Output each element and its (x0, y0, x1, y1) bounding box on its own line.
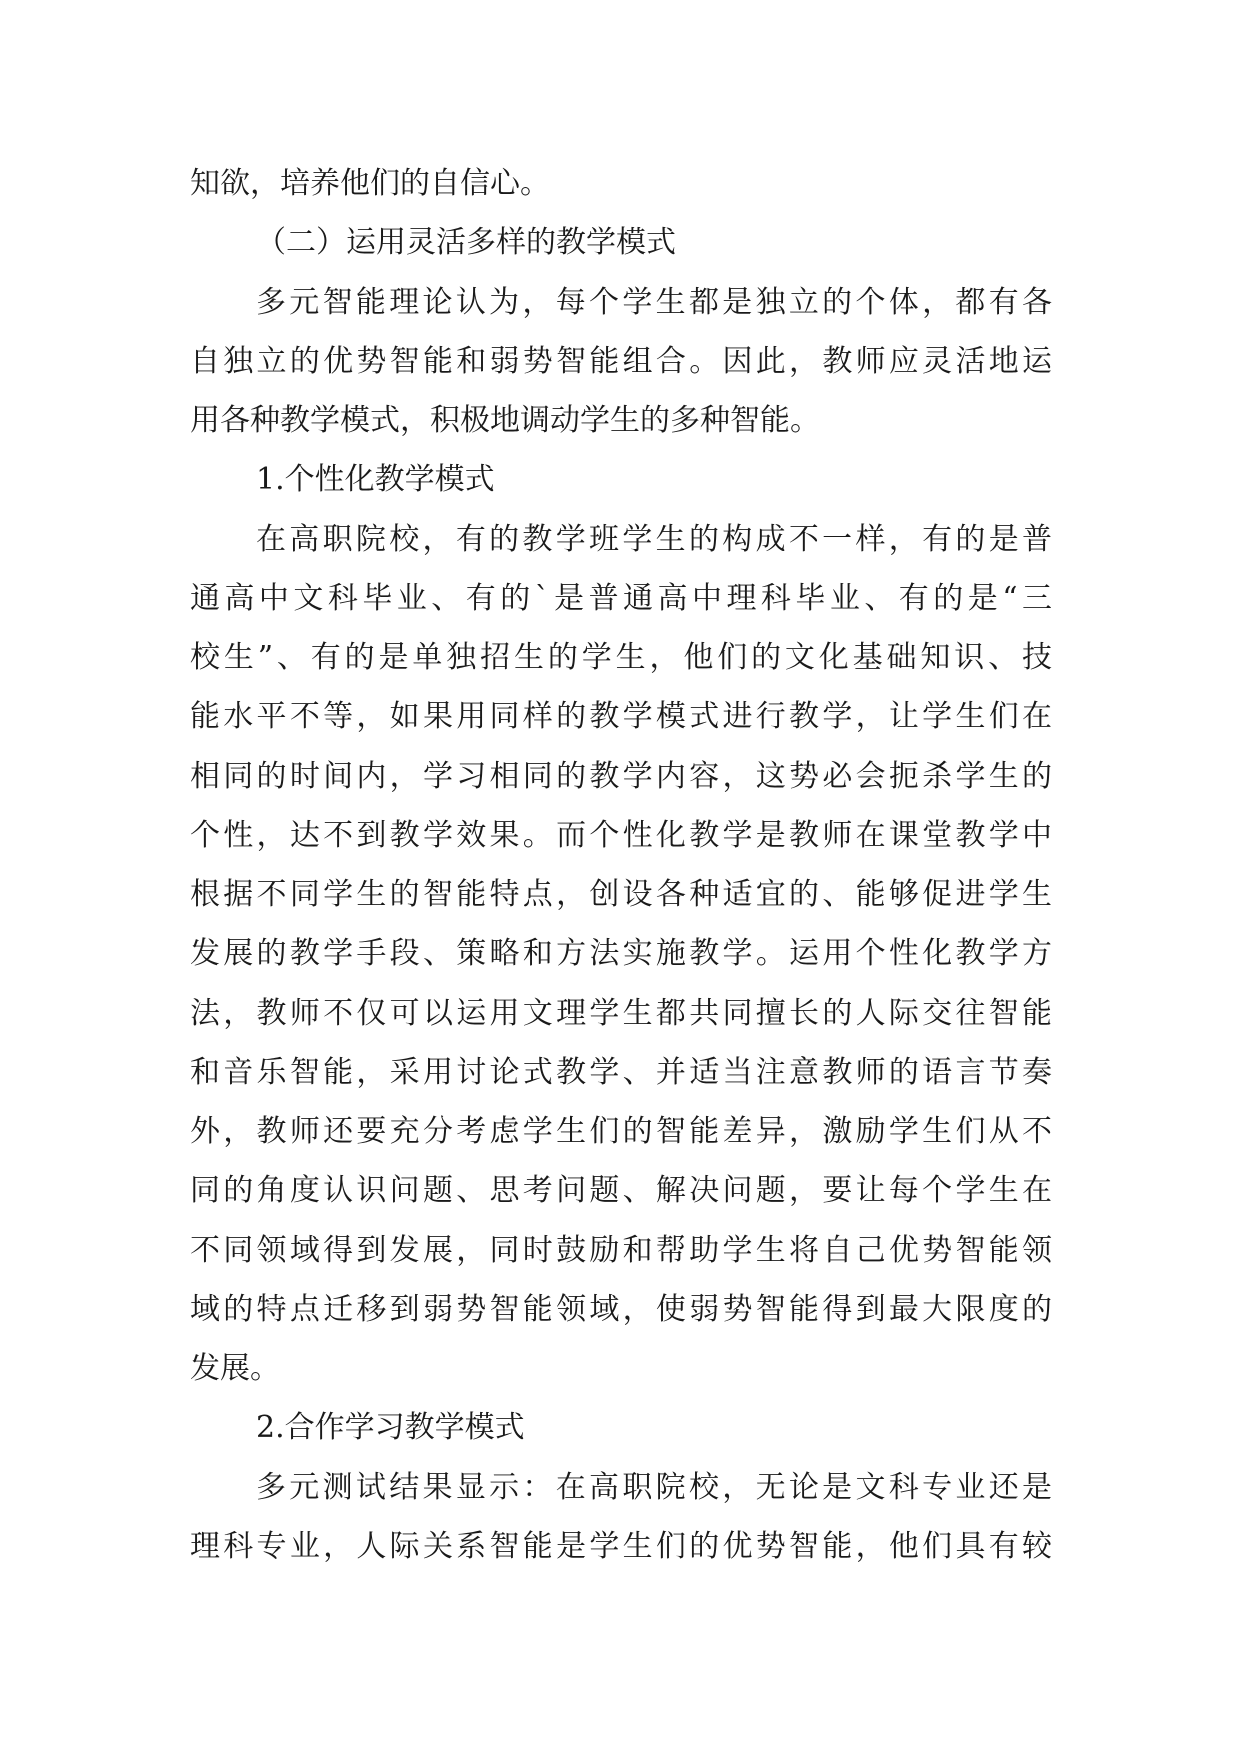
paragraph-line: 发展的教学手段、策略和方法实施教学。运用个性化教学方 (190, 936, 1052, 971)
paragraph-line: 多元测试结果显示：在高职院校，无论是文科专业还是 (256, 1470, 1052, 1505)
paragraph-line: 多元智能理论认为，每个学生都是独立的个体，都有各 (256, 285, 1052, 320)
paragraph-line: 自独立的优势智能和弱势智能组合。因此，教师应灵活地运 (190, 344, 1052, 379)
paragraph-line: 个性，达不到教学效果。而个性化教学是教师在课堂教学中 (190, 818, 1052, 853)
section-heading: （二）运用灵活多样的教学模式 (256, 225, 676, 260)
paragraph-line: 不同领域得到发展，同时鼓励和帮助学生将自己优势智能领 (190, 1233, 1052, 1268)
paragraph-line: 相同的时间内，学习相同的教学内容，这势必会扼杀学生的 (190, 759, 1052, 794)
paragraph-line: 发展。 (190, 1351, 280, 1386)
paragraph-line: 法，教师不仅可以运用文理学生都共同擅长的人际交往智能 (190, 996, 1052, 1031)
paragraph-line: 外，教师还要充分考虑学生们的智能差异，激励学生们从不 (190, 1114, 1052, 1149)
paragraph-line: 校生”、有的是单独招生的学生，他们的文化基础知识、技 (190, 640, 1052, 675)
paragraph-line: 理科专业，人际关系智能是学生们的优势智能，他们具有较 (190, 1529, 1052, 1564)
paragraph-line: 和音乐智能，采用讨论式教学、并适当注意教师的语言节奏 (190, 1055, 1052, 1090)
paragraph-line: 在高职院校，有的教学班学生的构成不一样，有的是普 (256, 522, 1052, 557)
paragraph-line: 能水平不等，如果用同样的教学模式进行教学，让学生们在 (190, 699, 1052, 734)
paragraph-line: 域的特点迁移到弱势智能领域，使弱势智能得到最大限度的 (190, 1292, 1052, 1327)
paragraph-line: 通高中文科毕业、有的`是普通高中理科毕业、有的是“三 (190, 581, 1052, 616)
paragraph-line: 用各种教学模式，积极地调动学生的多种智能。 (190, 403, 820, 438)
paragraph-line: 同的角度认识问题、思考问题、解决问题，要让每个学生在 (190, 1173, 1052, 1208)
paragraph-line: 知欲，培养他们的自信心。 (190, 166, 550, 201)
paragraph-line: 根据不同学生的智能特点，创设各种适宜的、能够促进学生 (190, 877, 1052, 912)
subsection-heading: 1.个性化教学模式 (256, 462, 495, 497)
subsection-heading: 2.合作学习教学模式 (256, 1410, 525, 1445)
